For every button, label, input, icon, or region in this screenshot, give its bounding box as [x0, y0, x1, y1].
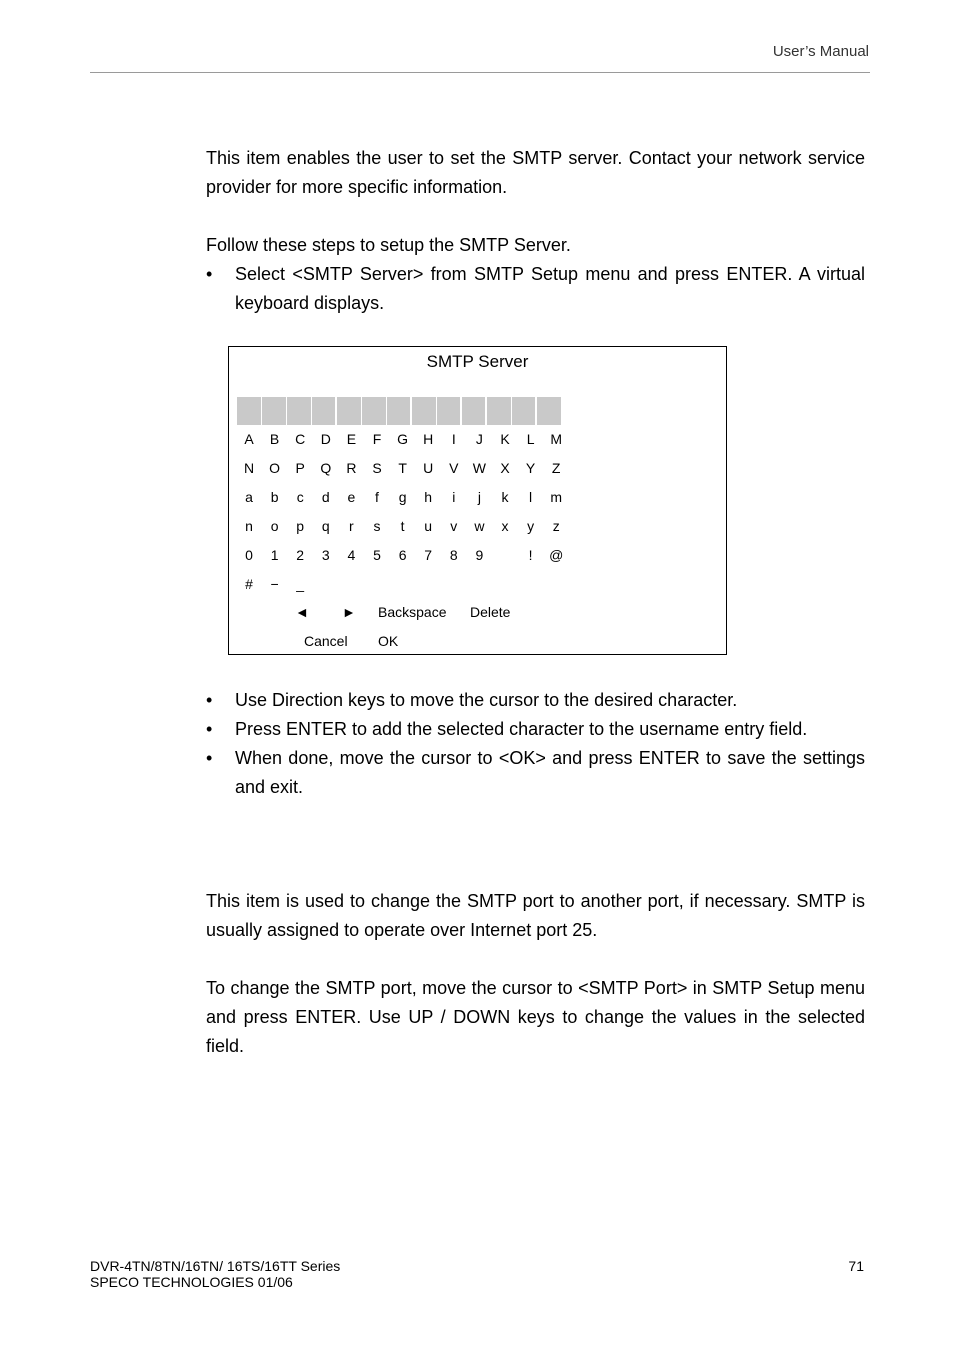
keyboard-key[interactable]: O	[269, 460, 281, 476]
keyboard-key[interactable]: 0	[245, 547, 253, 563]
keyboard-key[interactable]: X	[500, 460, 510, 476]
entry-cell	[312, 397, 337, 425]
step-text: Press ENTER to add the selected character to the username entry field.	[235, 719, 808, 739]
keyboard-key[interactable]: T	[398, 460, 407, 476]
keyboard-key[interactable]: !	[528, 547, 533, 563]
keyboard-key[interactable]: c	[296, 489, 304, 505]
keyboard-key[interactable]: 7	[424, 547, 433, 563]
keyboard-key[interactable]: i	[452, 489, 456, 505]
keyboard-key[interactable]: V	[449, 460, 459, 476]
keyboard-key[interactable]: M	[550, 431, 563, 447]
keyboard-key[interactable]: 8	[449, 547, 458, 563]
keyboard-key[interactable]: F	[372, 431, 382, 447]
smtp-port-instructions: To change the SMTP port, move the cursor to <SMTP Port> in SMTP Setup menu and press ENTER. Use UP / DOWN keys to change the values in the selected field.	[206, 978, 865, 1056]
step-item	[206, 260, 865, 318]
steps-before-list	[206, 260, 865, 318]
entry-cell	[387, 397, 412, 425]
keyboard-key[interactable]: N	[243, 460, 255, 476]
keyboard-key[interactable]: L	[526, 431, 535, 447]
keyboard-key[interactable]: C	[295, 431, 306, 447]
page-number: 71	[848, 1258, 864, 1274]
keyboard-key[interactable]: h	[424, 489, 433, 505]
cursor-right-key[interactable]: ►	[342, 604, 356, 620]
keyboard-key[interactable]: d	[321, 489, 330, 505]
steps-after-list	[206, 686, 865, 802]
entry-cell	[362, 397, 387, 425]
keyboard-key[interactable]: D	[320, 431, 331, 447]
keyboard-key[interactable]: 2	[296, 547, 305, 563]
smtp-server-intro: This item enables the user to set the SMTP server. Contact your network service provider for more specific information.	[206, 148, 865, 197]
entry-cell	[337, 397, 362, 425]
cancel-button[interactable]: Cancel	[304, 633, 348, 649]
entry-cell	[462, 397, 487, 425]
keyboard-key[interactable]: z	[552, 518, 560, 534]
smtp-server-steps-intro: Follow these steps to setup the SMTP Server.	[206, 235, 571, 255]
keyboard-key[interactable]: −	[270, 576, 279, 592]
keyboard-key[interactable]: 9	[475, 547, 484, 563]
keyboard-key[interactable]: u	[424, 518, 433, 534]
keyboard-key[interactable]: G	[397, 431, 409, 447]
keyboard-key[interactable]: a	[245, 489, 253, 505]
keyboard-key[interactable]: Z	[551, 460, 561, 476]
keyboard-key[interactable]: 4	[347, 547, 356, 563]
keyboard-key[interactable]: w	[474, 518, 485, 534]
step-item	[206, 744, 865, 802]
keyboard-key[interactable]: f	[375, 489, 379, 505]
keyboard-key[interactable]: W	[472, 460, 486, 476]
keyboard-key[interactable]: _	[296, 576, 305, 592]
header-manual-label: User’s Manual	[772, 43, 869, 60]
keyboard-key[interactable]: J	[475, 431, 483, 447]
step-text: Select <SMTP Server> from SMTP Setup menu and press ENTER. A virtual keyboard displays.	[235, 264, 865, 313]
cursor-left-key[interactable]: ◄	[295, 604, 309, 620]
entry-cell	[412, 397, 437, 425]
entry-cell	[512, 397, 537, 425]
keyboard-key[interactable]: P	[295, 460, 305, 476]
bullet-dot: •	[206, 264, 213, 284]
header-rule	[90, 72, 870, 73]
entry-cell	[262, 397, 287, 425]
keyboard-key[interactable]: p	[296, 518, 305, 534]
step-item	[206, 686, 865, 715]
keyboard-key[interactable]: S	[372, 460, 382, 476]
keyboard-key[interactable]: k	[501, 489, 509, 505]
keyboard-key[interactable]: l	[529, 489, 533, 505]
keyboard-key[interactable]: v	[450, 518, 458, 534]
keyboard-key[interactable]: H	[423, 431, 434, 447]
keyboard-key[interactable]: o	[270, 518, 279, 534]
ok-button[interactable]: OK	[378, 633, 399, 649]
backspace-key[interactable]: Backspace	[378, 604, 447, 620]
keyboard-key[interactable]: t	[400, 518, 405, 534]
keyboard-key[interactable]: 3	[321, 547, 330, 563]
step-item	[206, 715, 865, 744]
entry-cell	[287, 397, 312, 425]
keyboard-key[interactable]: m	[550, 489, 563, 505]
smtp-port-intro: This item is used to change the SMTP port to another port, if necessary. SMTP is usually assigned to operate over Internet port 25.	[206, 891, 865, 940]
keyboard-key[interactable]: x	[501, 518, 509, 534]
keyboard-key[interactable]: Y	[525, 460, 536, 476]
entry-cell	[537, 397, 562, 425]
step-text: Use Direction keys to move the cursor to the desired character.	[235, 690, 738, 710]
bullet-dot: •	[206, 748, 213, 768]
keyboard-key[interactable]: A	[244, 431, 254, 447]
keyboard-key[interactable]: j	[477, 489, 481, 505]
entry-cell	[487, 397, 512, 425]
keyboard-key[interactable]: Q	[320, 460, 332, 476]
entry-field[interactable]	[237, 397, 562, 425]
footer-company: SPECO TECHNOLOGIES 01/06	[90, 1274, 293, 1290]
keyboard-key[interactable]: K	[500, 431, 510, 447]
keyboard-key[interactable]: 1	[270, 547, 279, 563]
entry-cell	[437, 397, 462, 425]
keyboard-key[interactable]: #	[245, 576, 253, 592]
footer-series: DVR-4TN/8TN/16TN/ 16TS/16TT Series	[90, 1258, 341, 1274]
keyboard-key[interactable]: g	[398, 489, 407, 505]
keyboard-title: SMTP Server	[426, 352, 529, 371]
keyboard-key[interactable]: E	[346, 431, 357, 447]
keyboard-key[interactable]: e	[347, 489, 356, 505]
entry-cell	[237, 397, 262, 425]
keyboard-key[interactable]: @	[549, 547, 564, 563]
virtual-keyboard-panel	[228, 346, 727, 655]
keyboard-key[interactable]: r	[349, 518, 354, 534]
keyboard-key[interactable]: y	[527, 518, 535, 534]
bullet-dot: •	[206, 719, 213, 739]
keyboard-key[interactable]: R	[346, 460, 357, 476]
keyboard-key[interactable]: q	[321, 518, 330, 534]
bullet-dot: •	[206, 690, 213, 710]
footer-left	[90, 1258, 340, 1290]
keyboard-key[interactable]: s	[373, 518, 381, 534]
keyboard-key[interactable]: 5	[373, 547, 381, 563]
keyboard-key[interactable]: n	[245, 518, 253, 534]
step-text: When done, move the cursor to <OK> and press ENTER to save the settings and exit.	[235, 748, 865, 797]
keyboard-key[interactable]: I	[451, 431, 456, 447]
keyboard-key[interactable]: U	[423, 460, 434, 476]
keyboard-key[interactable]: b	[270, 489, 279, 505]
keyboard-key[interactable]: 6	[398, 547, 407, 563]
keyboard-key[interactable]: B	[269, 431, 280, 447]
delete-key[interactable]: Delete	[470, 604, 511, 620]
